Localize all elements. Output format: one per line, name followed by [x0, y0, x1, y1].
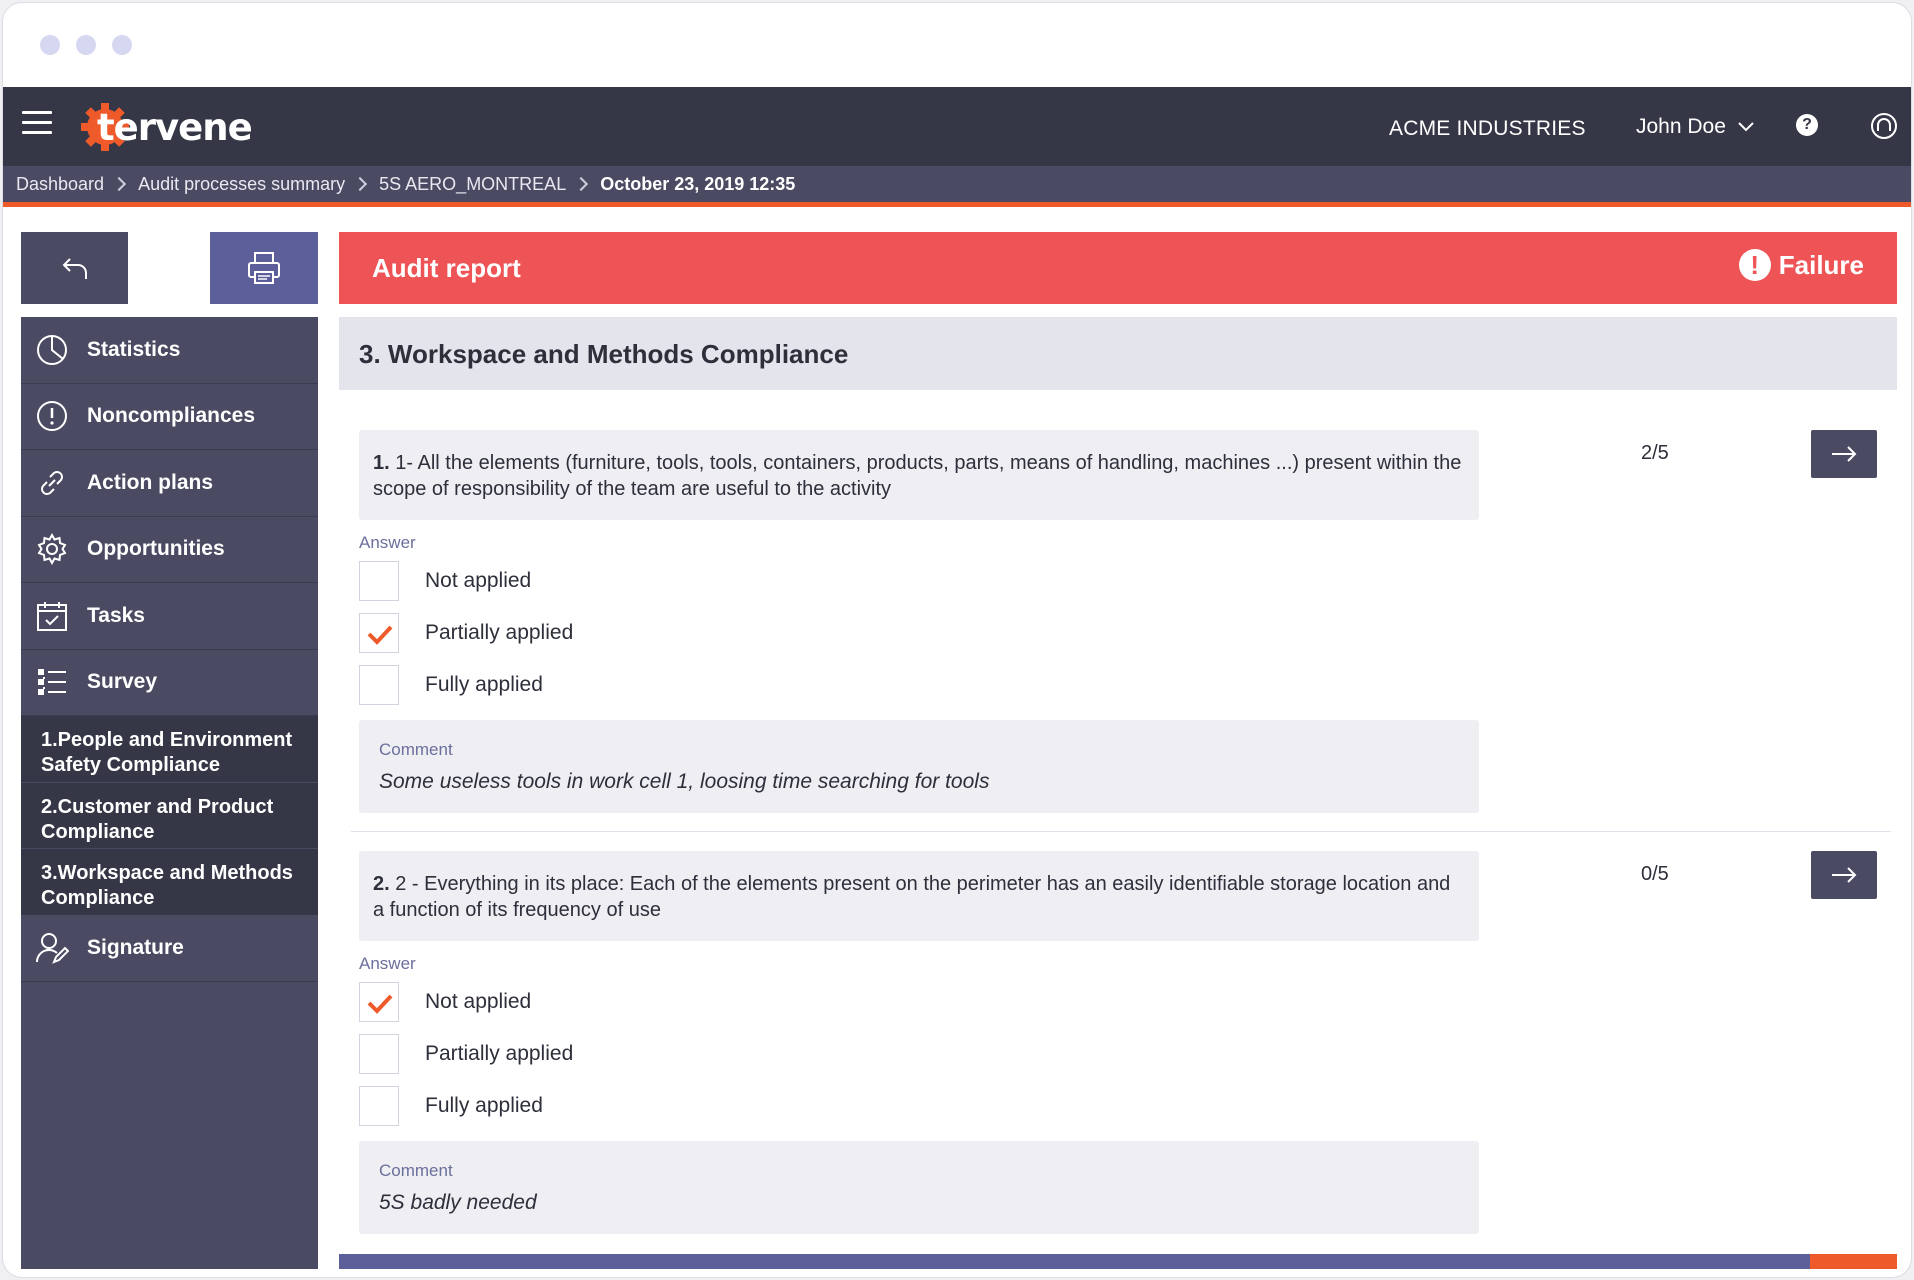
option-label: Fully applied [425, 673, 543, 696]
answer-label: Answer [359, 533, 416, 552]
section-header [339, 317, 1897, 390]
alert-circle-icon [35, 399, 69, 433]
checkbox[interactable] [359, 1086, 399, 1126]
checkbox[interactable] [359, 665, 399, 705]
top-navigation-bar [3, 87, 1911, 166]
survey-section-3[interactable]: 3.Workspace and Methods Compliance [21, 849, 318, 916]
sidebar-item-statistics[interactable] [21, 317, 318, 384]
arrow-right-icon [1830, 866, 1858, 884]
window-maximize-dot[interactable] [112, 35, 132, 55]
comment-text: Some useless tools in work cell 1, loosing time searching for tools [379, 770, 990, 793]
tervene-logo[interactable] [79, 99, 252, 155]
sidebar-item-label: Tasks [87, 603, 145, 627]
comment-text: 5S badly needed [379, 1191, 537, 1214]
hamburger-menu-icon[interactable] [22, 111, 52, 135]
section-title: 3. Workspace and Methods Compliance [359, 339, 849, 369]
chevron-right-icon [574, 177, 588, 191]
survey-section-1[interactable]: 1.People and Environment Safety Compliance [21, 716, 318, 783]
breadcrumb-item[interactable]: Audit processes summary [138, 173, 346, 194]
checkmark-icon [360, 983, 400, 1023]
question-text-box [359, 430, 1479, 520]
questions-panel [339, 390, 1897, 1254]
status-label: Failure [1778, 249, 1864, 280]
sidebar-item-label: Noncompliances [87, 404, 256, 428]
survey-section-2[interactable]: 2.Customer and Product Compliance [21, 783, 318, 850]
breadcrumb-item[interactable]: 5S AERO_MONTREAL [379, 173, 567, 194]
question-number: 2. [373, 873, 390, 895]
comment-label: Comment [379, 1161, 453, 1180]
pie-chart-icon [35, 333, 69, 367]
option-label: Partially applied [425, 621, 574, 644]
question-score: 2/5 [1641, 442, 1669, 464]
user-signature-icon [35, 931, 69, 965]
answer-option-fully-applied[interactable] [359, 664, 543, 706]
window-titlebar [3, 3, 1911, 87]
window-close-dot[interactable] [40, 35, 60, 55]
arrow-right-icon [1830, 445, 1858, 463]
report-title: Audit report [372, 253, 521, 283]
checkbox[interactable] [359, 1034, 399, 1074]
checkbox-checked[interactable] [359, 982, 399, 1022]
option-label: Fully applied [425, 1094, 543, 1117]
breadcrumb [3, 166, 1911, 207]
checkmark-icon [360, 614, 400, 654]
chevron-right-icon [112, 177, 126, 191]
breadcrumb-item[interactable]: Dashboard [16, 173, 105, 194]
question-text: 2 - Everything in its place: Each of the elements present on the perimeter has an easily identifiable storage location and a function of its frequency of use [373, 873, 1451, 921]
user-menu[interactable] [1636, 115, 1754, 139]
question-detail-button[interactable] [1811, 851, 1877, 899]
chevron-down-icon [1738, 122, 1754, 132]
company-name[interactable]: ACME INDUSTRIES [1389, 117, 1586, 140]
sidebar-item-label: Signature [87, 936, 184, 960]
option-label: Not applied [425, 990, 532, 1013]
progress-fill [1810, 1254, 1897, 1269]
back-button[interactable] [21, 232, 128, 304]
question-text: 1- All the elements (furniture, tools, tools, containers, products, parts, means of handling, machines ...) present within the scope of responsibility of the team are useful to the activity [373, 452, 1462, 500]
link-icon [35, 466, 69, 500]
app-window [2, 2, 1912, 1278]
help-icon[interactable]: ? [1796, 114, 1818, 136]
question-divider [351, 831, 1891, 832]
window-minimize-dot[interactable] [76, 35, 96, 55]
answer-option-not-applied[interactable] [359, 981, 531, 1023]
question-score: 0/5 [1641, 863, 1669, 885]
feedback-icon[interactable] [1869, 111, 1899, 141]
list-icon [35, 665, 69, 699]
status-badge [1739, 249, 1864, 281]
survey-progress-bar [339, 1254, 1897, 1269]
sidebar-item-noncompliances[interactable] [21, 384, 318, 451]
sidebar-item-label: Opportunities [87, 537, 225, 561]
sidebar-item-survey[interactable] [21, 650, 318, 717]
chevron-right-icon [353, 177, 367, 191]
sidebar-item-label: Statistics [87, 337, 181, 361]
question-number: 1. [373, 452, 390, 474]
logo-text: tervene [97, 105, 252, 149]
sidebar-item-label: Survey [87, 670, 158, 694]
comment-box [359, 720, 1479, 813]
sidebar-item-signature[interactable] [21, 916, 318, 983]
audit-report-header [339, 232, 1897, 304]
answer-option-fully-applied[interactable] [359, 1085, 543, 1127]
option-label: Not applied [425, 569, 532, 592]
sidebar-item-tasks[interactable] [21, 583, 318, 650]
answer-label: Answer [359, 954, 416, 973]
sidebar-item-action-plans[interactable] [21, 450, 318, 517]
answer-option-not-applied[interactable] [359, 560, 531, 602]
gear-icon [35, 532, 69, 566]
comment-box [359, 1141, 1479, 1234]
print-pdf-button[interactable] [210, 232, 318, 304]
breadcrumb-current: October 23, 2019 12:35 [600, 173, 796, 194]
sidebar-item-label: Action plans [87, 470, 214, 494]
calendar-check-icon [35, 599, 69, 633]
user-name: John Doe [1636, 115, 1726, 138]
comment-label: Comment [379, 740, 453, 759]
exclamation-icon: ! [1739, 249, 1771, 281]
question-text-box [359, 851, 1479, 941]
checkbox[interactable] [359, 561, 399, 601]
question-detail-button[interactable] [1811, 430, 1877, 478]
sidebar-item-opportunities[interactable] [21, 517, 318, 584]
back-arrow-icon [60, 255, 90, 281]
option-label: Partially applied [425, 1042, 574, 1065]
answer-option-partially-applied[interactable] [359, 1033, 573, 1075]
answer-option-partially-applied[interactable] [359, 612, 573, 654]
checkbox-checked[interactable] [359, 613, 399, 653]
sidebar [21, 317, 318, 1269]
pdf-printer-icon [246, 250, 282, 286]
